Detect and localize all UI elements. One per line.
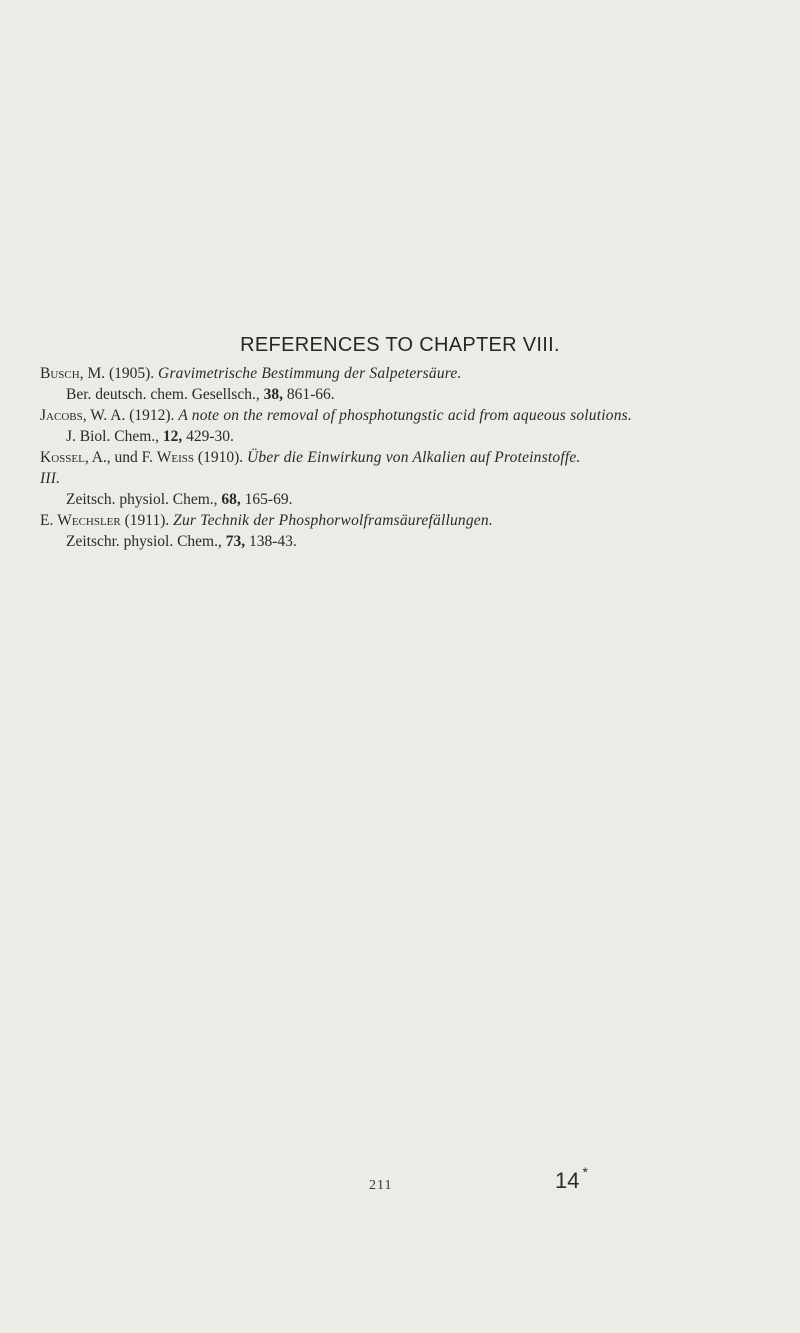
reference-busch	[40, 363, 780, 405]
ref-author: Wechsler	[57, 512, 121, 529]
signature-mark	[555, 1164, 588, 1194]
ref-pages: 165-69.	[244, 491, 293, 508]
ref-volume: 38,	[263, 386, 283, 403]
ref-author: Busch	[40, 365, 80, 382]
ref-author: Jacobs	[40, 407, 83, 424]
ref-pages: 138-43.	[248, 533, 297, 550]
ref-journal: Zeitschr. physiol. Chem.,	[66, 533, 222, 550]
ref-title: A note on the removal of phosphotungstic acid from aqueous solutions.	[178, 407, 632, 424]
ref-author-rest: , M. (1905).	[79, 365, 155, 382]
ref-volume: 73,	[225, 533, 246, 550]
reference-jacobs	[40, 405, 780, 447]
ref-author: Kossel	[40, 449, 85, 466]
asterisk-icon: *	[582, 1164, 588, 1180]
signature-number: 14	[555, 1168, 580, 1193]
chapter-references-heading: REFERENCES TO CHAPTER VIII.	[240, 334, 560, 356]
page-number: 211	[369, 1178, 393, 1193]
ref-journal: J. Biol. Chem.,	[66, 428, 160, 445]
ref-year: (1910).	[197, 449, 244, 466]
ref-author-rest: (1911).	[124, 512, 170, 529]
ref-author-rest: , A., und F.	[84, 449, 153, 466]
ref-pages: 861-66.	[286, 386, 335, 403]
ref-author-prefix: E.	[40, 512, 54, 529]
ref-journal: Ber. deutsch. chem. Gesellsch.,	[66, 386, 260, 403]
ref-title: Zur Technik der Phosphorwolframsäurefällungen.	[173, 512, 493, 529]
reference-wechsler	[40, 510, 780, 552]
ref-coauthor: Weiss	[156, 449, 195, 466]
reference-list	[40, 363, 780, 552]
reference-kossel	[40, 447, 780, 510]
ref-volume: 12,	[162, 428, 183, 445]
ref-title: Gravimetrische Bestimmung der Salpetersäure.	[158, 365, 462, 382]
ref-volume: 68,	[221, 491, 241, 508]
ref-author-rest: , W. A. (1912).	[82, 407, 175, 424]
ref-title: Über die Einwirkung von Alkalien auf Proteinstoffe.	[246, 449, 581, 466]
ref-pages: 429-30.	[186, 428, 234, 445]
ref-journal: Zeitsch. physiol. Chem.,	[66, 491, 218, 508]
ref-title-continuation: III.	[40, 470, 61, 487]
